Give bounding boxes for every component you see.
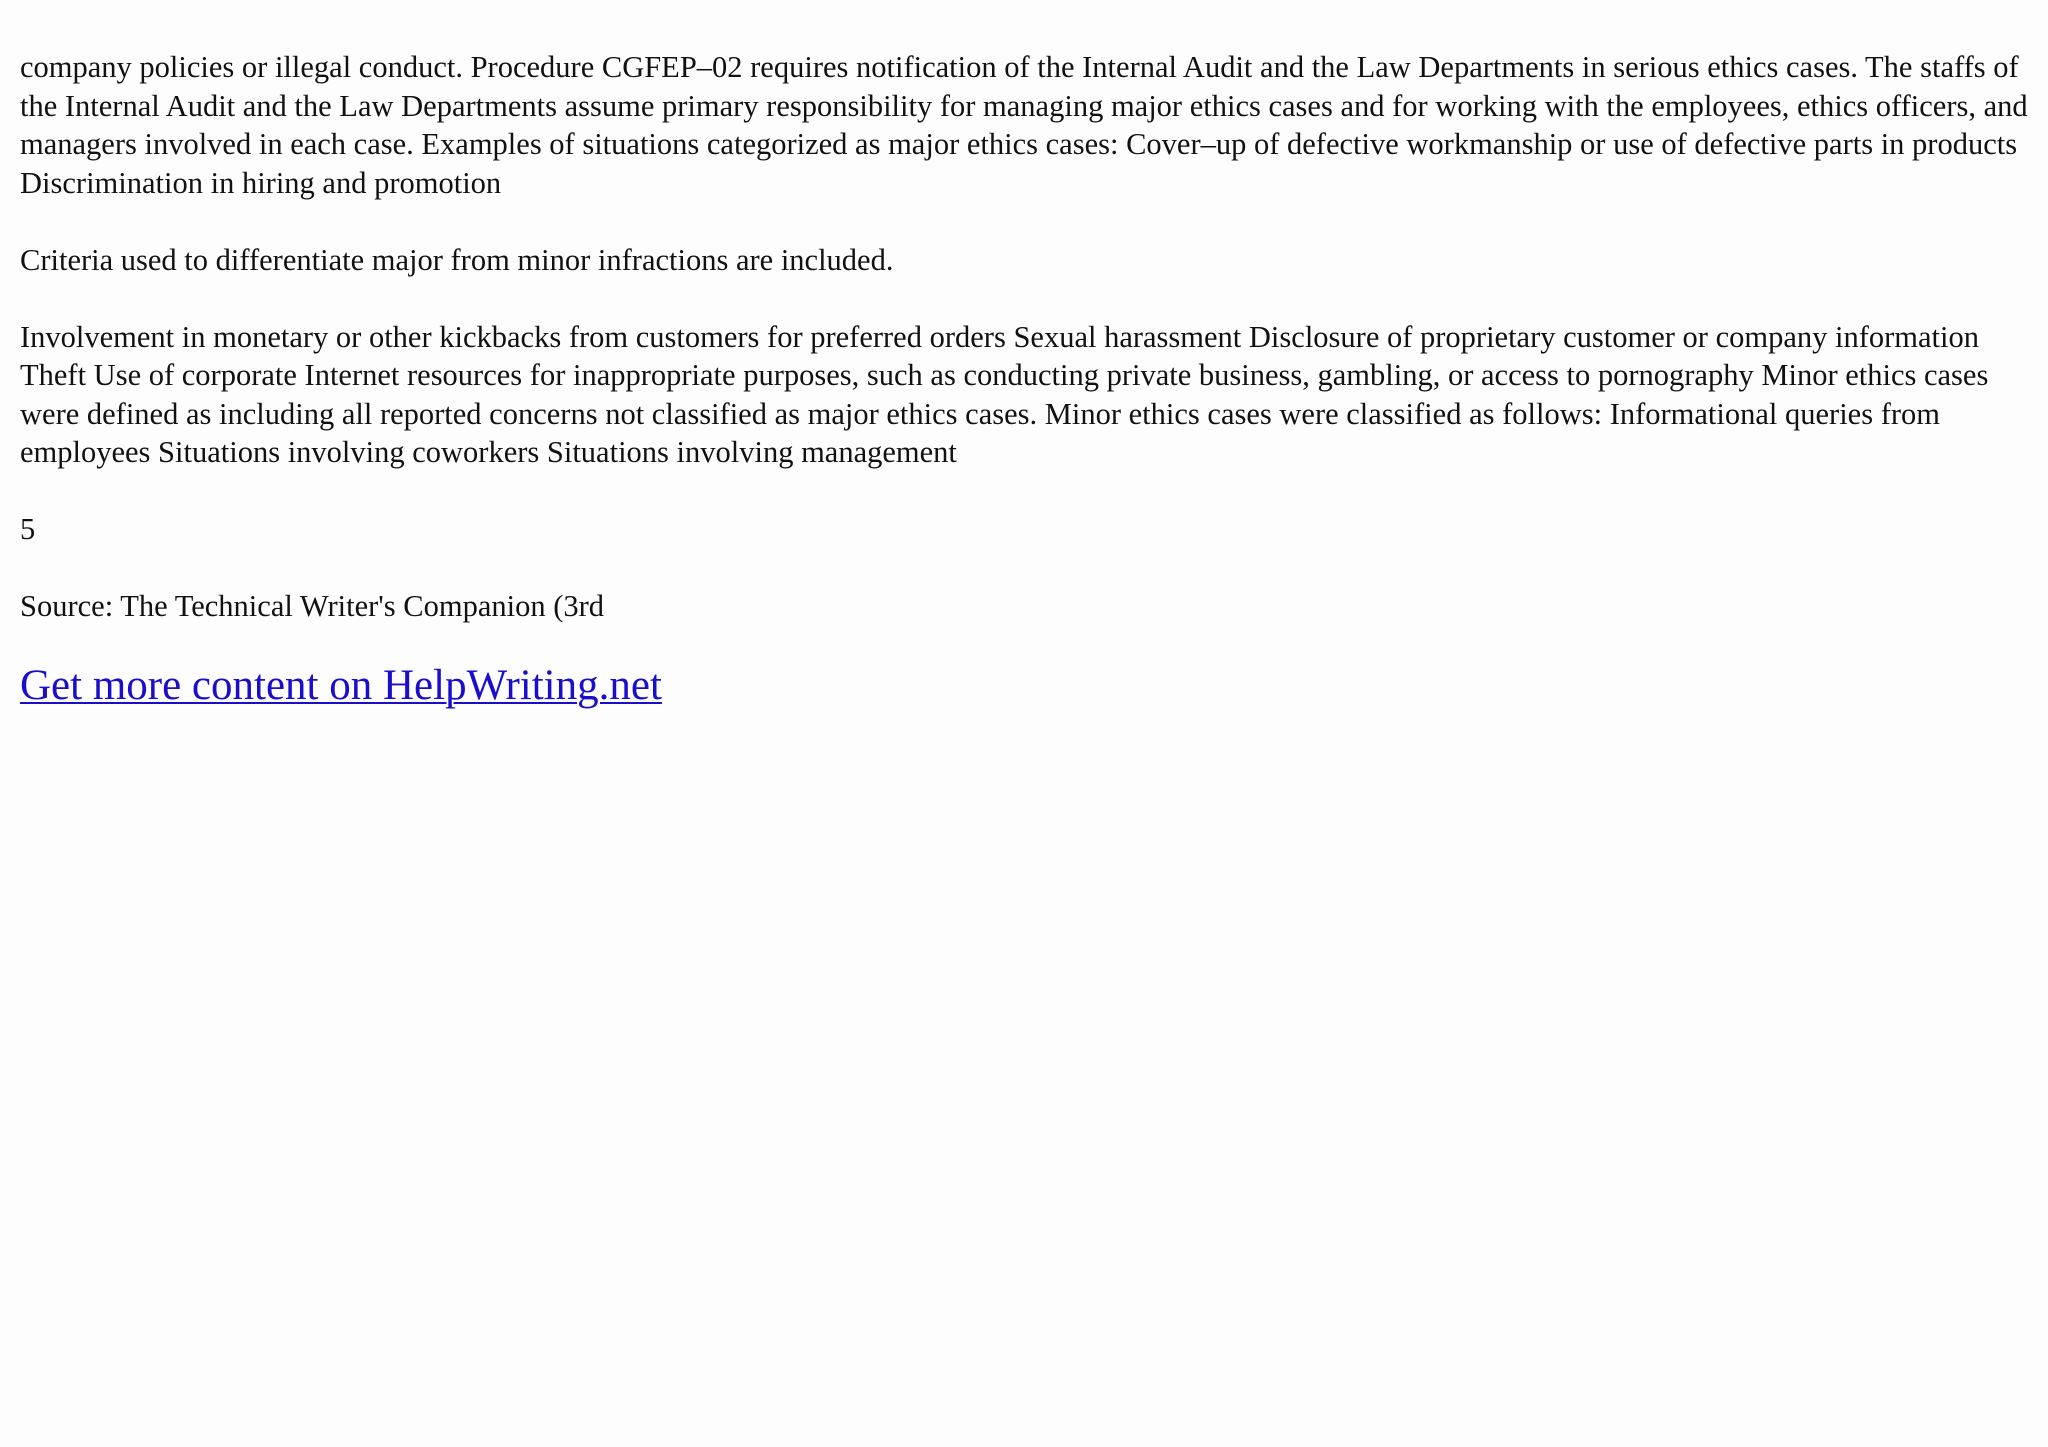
- source-citation: Source: The Technical Writer's Companion (3rd: [20, 589, 605, 623]
- body-paragraph-1: company policies or illegal conduct. Procedure CGFEP–02 requires notification of the Internal Audit and the Law Departments in serious ethics cases. The staffs of the Internal Audit and the Law Departments assume primary responsibility for managing major ethics cases and for working with the employees, ethics officers, and managers involved in each case. Examples of situations categorized as major ethics cases: Cover–up of defective workmanship or use of defective parts in products Discrimination in hiring and promotion: [20, 50, 2028, 200]
- more-content-link[interactable]: Get more content on HelpWriting.net: [20, 662, 662, 709]
- page-number: 5: [20, 512, 36, 546]
- body-paragraph-2: Criteria used to differentiate major from minor infractions are included.: [20, 242, 894, 277]
- more-content-link-line: [20, 660, 2030, 712]
- body-paragraph-3: Involvement in monetary or other kickbacks from customers for preferred orders Sexual harassment Disclosure of proprietary customer or company information Theft Use of corporate Internet resources for inappropriate purposes, such as conducting private business, gambling, or access to pornography Minor ethics cases were defined as including all reported concerns not classified as major ethics cases. Minor ethics cases were classified as follows: Informational queries from employees Situations involving coworkers Situations involving management: [20, 319, 1989, 469]
- document-page: [20, 48, 2030, 712]
